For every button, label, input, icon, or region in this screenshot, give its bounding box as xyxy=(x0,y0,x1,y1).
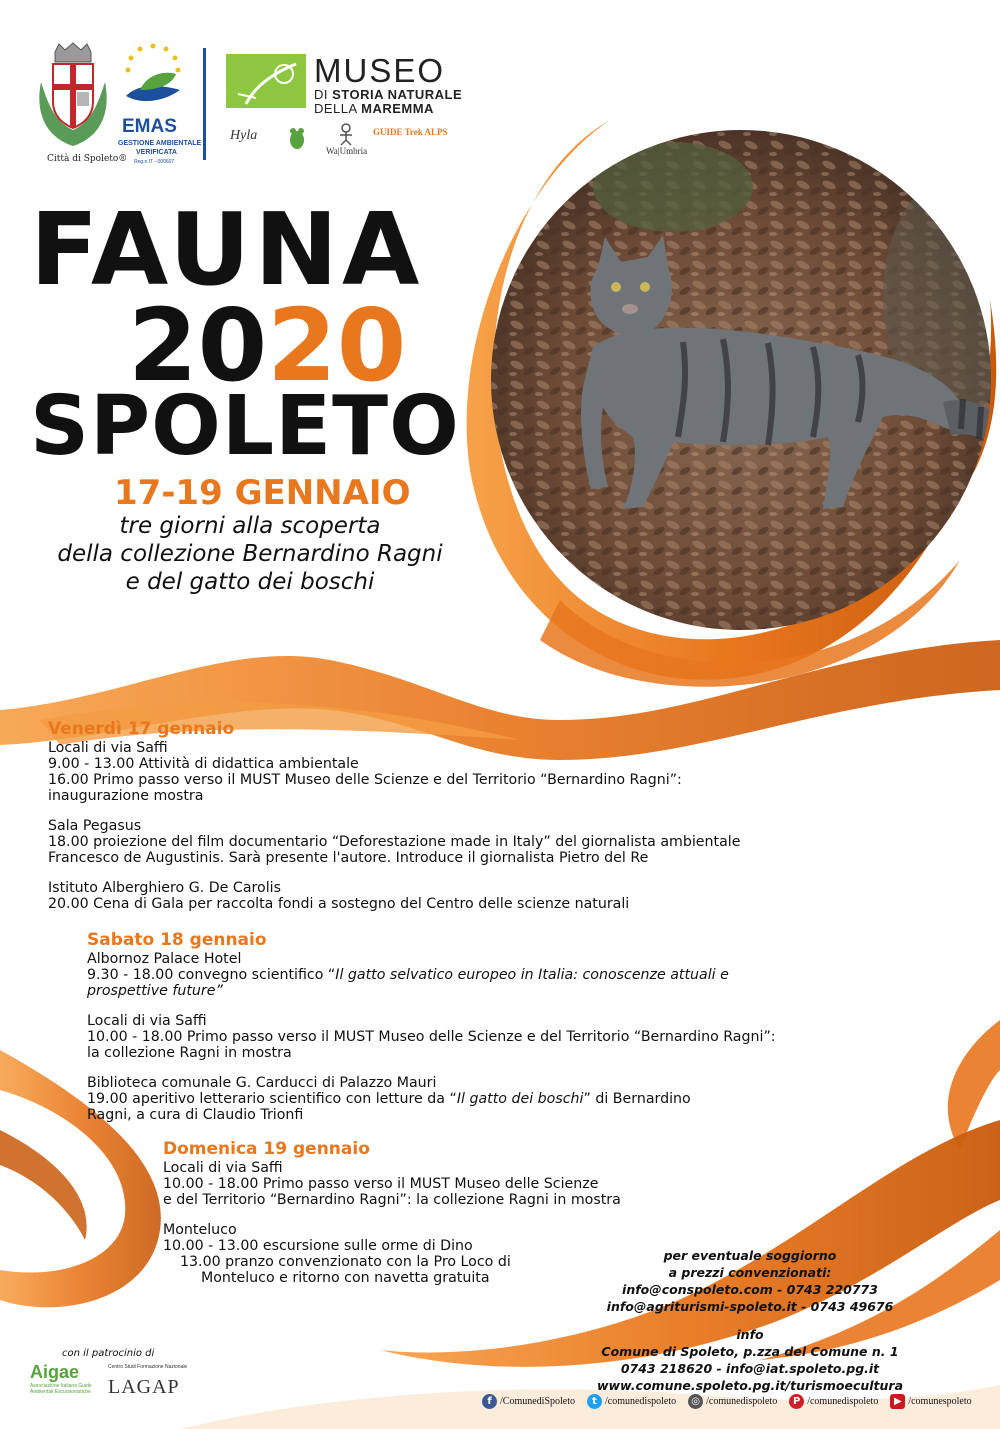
conv-title-1: Il gatto selvatico europeo in Italia: conoscenze attuali e xyxy=(335,967,729,983)
title-year-orange: 20 xyxy=(267,287,407,404)
city-crest-icon xyxy=(33,42,113,150)
walkumbria-logo: Wa|Umbria xyxy=(326,146,368,156)
program-line: Locali di via Saffi xyxy=(87,1013,207,1029)
program-line: Locali di via Saffi xyxy=(48,740,168,756)
comune-info xyxy=(580,1326,920,1394)
emas-reg: Reg.n.IT - 000607 xyxy=(134,159,175,165)
museo-subtitle-2 xyxy=(314,102,434,116)
program-line: 10.00 - 18.00 Primo passo verso il MUST Museo delle Scienze e del Territorio “Bernardino Ragni”: xyxy=(87,1029,776,1045)
instagram-icon: ◎ xyxy=(688,1394,703,1409)
hiker-icon xyxy=(335,122,357,146)
social-label: /ComunediSpoleto xyxy=(500,1396,575,1407)
lagap-name: LAGAP xyxy=(108,1376,180,1398)
program-line xyxy=(87,983,776,999)
program-line xyxy=(87,967,776,983)
comune-spoleto-logo xyxy=(33,42,128,172)
conv-prefix: 9.30 - 18.00 convegno scientifico “ xyxy=(87,967,336,983)
museo-sub2-pre: DELLA xyxy=(314,101,357,116)
ape-prefix: 19.00 aperitivo letterario scientifico con letture da “ xyxy=(87,1091,457,1107)
social-instagram[interactable] xyxy=(688,1394,777,1409)
title-spoleto: SPOLETO xyxy=(30,379,460,474)
friday-heading: Venerdì 17 gennaio xyxy=(48,719,235,739)
soggiorno-email-2[interactable]: info@agriturismi-spoleto.it - 0743 49676 xyxy=(606,1299,894,1314)
social-label: /comunedispoleto xyxy=(605,1396,677,1407)
museo-emblem-icon xyxy=(226,54,306,108)
ape-title: Il gatto dei boschi xyxy=(456,1091,584,1107)
social-label: /comunespoleto xyxy=(908,1396,972,1407)
conv-title-2: prospettive future” xyxy=(87,983,223,999)
program-line xyxy=(87,1091,776,1107)
aigae-sub-2: Ambientali Escursionistiche xyxy=(30,1389,91,1395)
program-line: e del Territorio “Bernardino Ragni”: la collezione Ragni in mostra xyxy=(163,1192,621,1208)
program-line: Biblioteca comunale G. Carducci di Palazzo Mauri xyxy=(87,1075,437,1091)
museo-title: MUSEO xyxy=(314,52,446,89)
program-line: 16.00 Primo passo verso il MUST Museo delle Scienze e del Territorio “Bernardino Ragni”: xyxy=(48,772,682,788)
museo-sub-bold: STORIA NATURALE xyxy=(332,87,463,102)
social-label: /comunedispoleto xyxy=(807,1396,879,1407)
emas-name: EMAS xyxy=(122,116,177,137)
soggiorno-email-1[interactable]: info@conspoleto.com - 0743 220773 xyxy=(622,1282,878,1297)
program-line: Sala Pegasus xyxy=(48,818,142,834)
lagap-logo xyxy=(108,1364,198,1399)
facebook-icon: f xyxy=(482,1394,497,1409)
lagap-top: Centro Studi Formazione Nazionale xyxy=(108,1364,188,1370)
program-line: 18.00 proiezione del film documentario “Deforestazione made in Italy” del giornalista ambientale xyxy=(48,834,741,850)
program-line: 10.00 - 13.00 escursione sulle orme di Dino xyxy=(163,1238,473,1254)
program-line: inaugurazione mostra xyxy=(48,788,204,804)
event-subtitle xyxy=(20,512,480,596)
logo-divider xyxy=(203,48,206,160)
subtitle-line-3: e del gatto dei boschi xyxy=(125,569,375,596)
social-facebook[interactable] xyxy=(482,1394,575,1409)
social-youtube[interactable] xyxy=(890,1394,971,1409)
patrocinio-label: con il patrocinio di xyxy=(62,1348,155,1359)
aigae-sub-1: Associazione Italiana Guide xyxy=(30,1383,92,1389)
program-friday xyxy=(48,719,740,912)
wildcat-photo xyxy=(483,117,1000,644)
aigae-name: Aigae xyxy=(30,1362,80,1382)
sunday-heading: Domenica 19 gennaio xyxy=(163,1139,370,1159)
comune-caption: Città di Spoleto® xyxy=(47,154,128,164)
program-line: Francesco de Augustinis. Sarà presente l'autore. Introduce il giornalista Pietro del Re xyxy=(48,850,649,866)
info-website[interactable]: www.comune.spoleto.pg.it/turismoecultura xyxy=(596,1378,904,1393)
emas-line1: GESTIONE AMBIENTALE xyxy=(118,140,202,147)
program-line: Istituto Alberghiero G. De Carolis xyxy=(48,880,281,896)
info-heading: info xyxy=(736,1327,764,1342)
program-line: 13.00 pranzo convenzionato con la Pro Loco di xyxy=(180,1254,511,1270)
emas-line2: VERIFICATA xyxy=(136,149,177,156)
museo-sub2-bold: MAREMMA xyxy=(361,101,434,116)
social-twitter[interactable] xyxy=(587,1394,676,1409)
museo-sub-pre: DI xyxy=(314,87,328,102)
subtitle-line-2: della collezione Bernardino Ragni xyxy=(57,541,443,568)
program-line: 9.00 - 13.00 Attività di didattica ambientale xyxy=(48,756,359,772)
program-line: 10.00 - 18.00 Primo passo verso il MUST Museo delle Scienze xyxy=(163,1176,599,1192)
info-address: Comune di Spoleto, p.zza del Comune n. 1 xyxy=(601,1344,899,1359)
program-saturday xyxy=(87,930,776,1123)
social-label: /comunedispoleto xyxy=(706,1396,778,1407)
event-dates: 17-19 GENNAIO xyxy=(114,473,411,513)
program-line: la collezione Ragni in mostra xyxy=(87,1045,292,1061)
soggiorno-line: a prezzi convenzionati: xyxy=(668,1265,832,1280)
saturday-heading: Sabato 18 gennaio xyxy=(87,930,267,950)
title-year-black: 20 xyxy=(128,287,268,404)
info-contact[interactable]: 0743 218620 - info@iat.spoleto.pg.it xyxy=(620,1361,880,1376)
subtitle-line-1: tre giorni alla scoperta xyxy=(119,513,381,539)
pinterest-icon: P xyxy=(789,1394,804,1409)
program-line: Locali di via Saffi xyxy=(163,1160,283,1176)
program-line: Albornoz Palace Hotel xyxy=(87,951,242,967)
program-line: Monteluco e ritorno con navetta gratuita xyxy=(201,1270,490,1286)
program-line: 20.00 Cena di Gala per raccolta fondi a sostegno del Centro delle scienze naturali xyxy=(48,896,630,912)
museo-logo xyxy=(226,54,466,114)
guide-trek-alps-logo: GUIDE Trek ALPS xyxy=(373,127,448,137)
soggiorno-info xyxy=(600,1247,900,1315)
youtube-icon: ▶ xyxy=(890,1394,905,1409)
social-pinterest[interactable] xyxy=(789,1394,878,1409)
aigae-logo xyxy=(30,1362,100,1412)
frog-icon xyxy=(286,124,308,152)
title-fauna: FAUNA xyxy=(30,191,424,308)
hyla-logo: Hyla xyxy=(230,128,258,143)
soggiorno-line: per eventuale soggiorno xyxy=(663,1248,837,1263)
social-bar xyxy=(482,1394,992,1409)
program-sunday xyxy=(163,1139,621,1286)
program-line: Ragni, a cura di Claudio Trionfi xyxy=(87,1107,304,1123)
ape-suffix: ” di Bernardino xyxy=(583,1091,691,1107)
emas-logo xyxy=(118,40,202,180)
emas-stars-icon xyxy=(118,40,188,112)
program-line: Monteluco xyxy=(163,1222,237,1238)
twitter-icon: t xyxy=(587,1394,602,1409)
